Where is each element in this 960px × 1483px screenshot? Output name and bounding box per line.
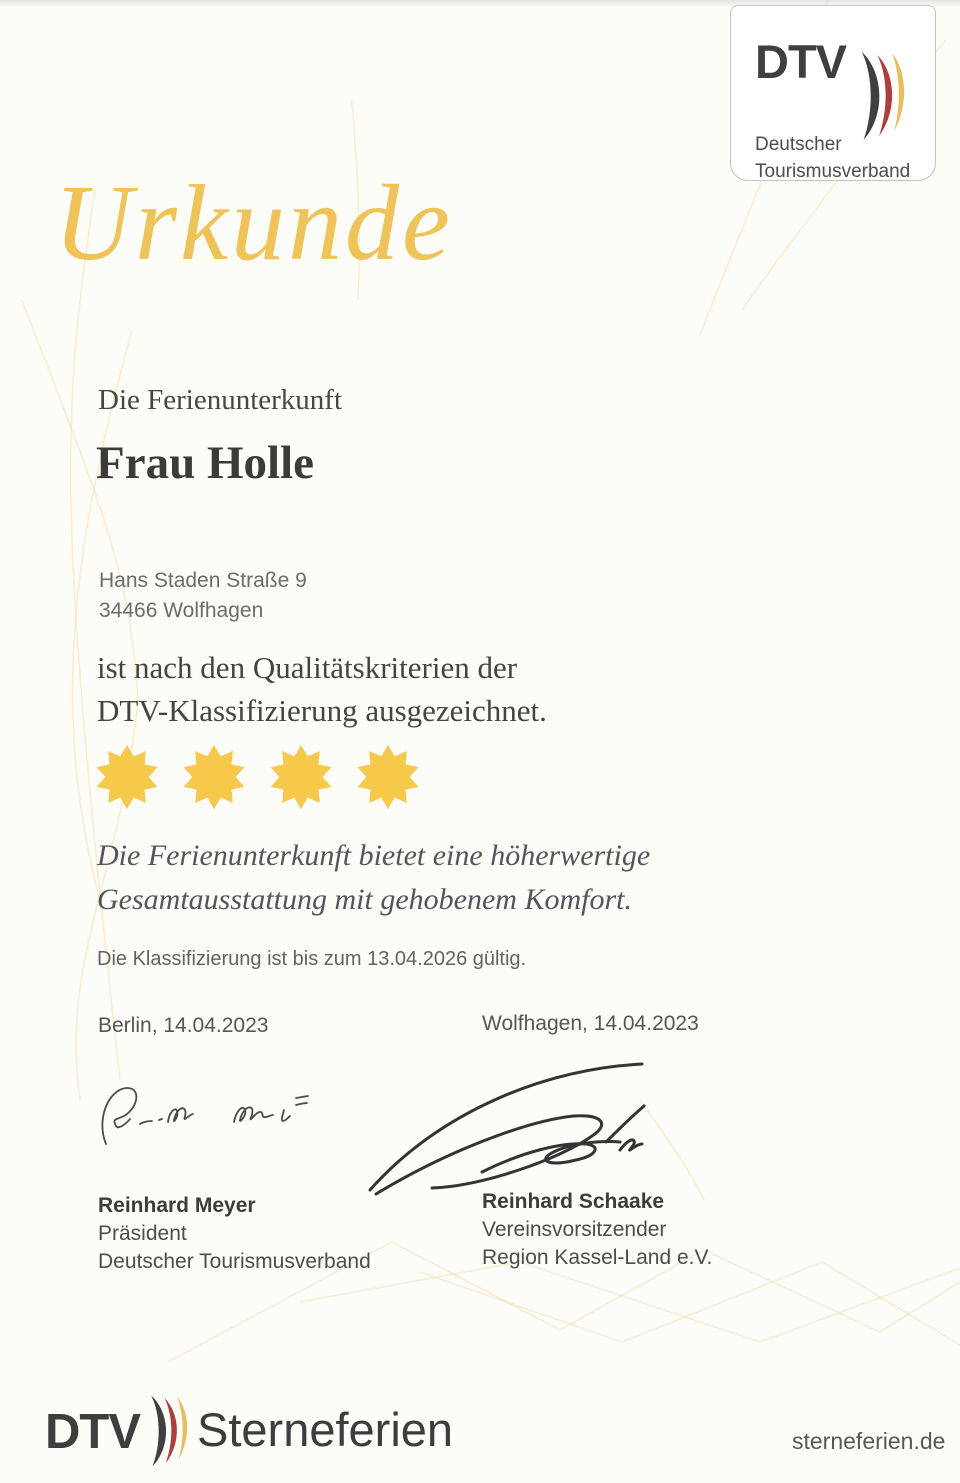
property-address: [99, 566, 307, 626]
footer-dtv-logo-text: DTV: [45, 1405, 140, 1459]
address-line2: 34466 Wolfhagen: [99, 599, 264, 622]
award-line1: ist nach den Qualitätskriterien der: [97, 650, 518, 685]
classification-description: [97, 834, 650, 922]
validity-note: Die Klassifizierung ist bis zum 13.04.2026 gültig.: [97, 948, 527, 970]
address-line1: Hans Staden Straße 9: [99, 569, 307, 592]
star-rating: [94, 744, 421, 810]
star-icon: [94, 744, 160, 810]
award-statement: [97, 646, 547, 732]
signer-left-role: Präsident: [98, 1222, 187, 1245]
footer-brand-label: Sterneferien: [197, 1403, 454, 1456]
footer-chevrons-icon: [147, 1394, 193, 1468]
property-name: Frau Holle: [96, 437, 314, 489]
signer-right-block: [482, 1188, 712, 1272]
intro-line: Die Ferienunterkunft: [98, 384, 343, 416]
description-line2: Gesamtausstattung mit gehobenem Komfort.: [97, 883, 632, 916]
dtv-logo-text: DTV: [755, 35, 846, 88]
footer-website-url: sterneferien.de: [792, 1428, 946, 1454]
certificate-title: Urkunde: [54, 164, 453, 283]
signer-right-role: Vereinsvorsitzender: [482, 1218, 667, 1241]
reinhard-meyer-signature: [92, 1072, 347, 1172]
signer-left-name: Reinhard Meyer: [98, 1194, 256, 1217]
star-icon: [355, 744, 421, 810]
dtv-subtitle-line2: Tourismusverband: [755, 161, 911, 182]
star-icon: [181, 744, 247, 810]
signer-right-org: Region Kassel-Land e.V.: [482, 1246, 713, 1269]
dtv-subtitle-line1: Deutscher: [755, 134, 842, 155]
issue-date-right: Wolfhagen, 14.04.2023: [482, 1012, 699, 1035]
signer-right-name: Reinhard Schaake: [482, 1190, 665, 1213]
dtv-chevrons-icon: [857, 50, 911, 142]
star-icon: [268, 744, 334, 810]
dtv-logo-subtitle: [755, 131, 910, 185]
award-line2: DTV-Klassifizierung ausgezeichnet.: [97, 693, 547, 728]
issue-date-left: Berlin, 14.04.2023: [98, 1014, 269, 1037]
signer-left-org: Deutscher Tourismusverband: [98, 1250, 371, 1273]
dtv-logo-card: [730, 5, 936, 181]
description-line1: Die Ferienunterkunft bietet eine höherwertige: [97, 839, 651, 872]
signer-left-block: [98, 1192, 371, 1276]
reinhard-schaake-signature: [362, 1056, 654, 1200]
